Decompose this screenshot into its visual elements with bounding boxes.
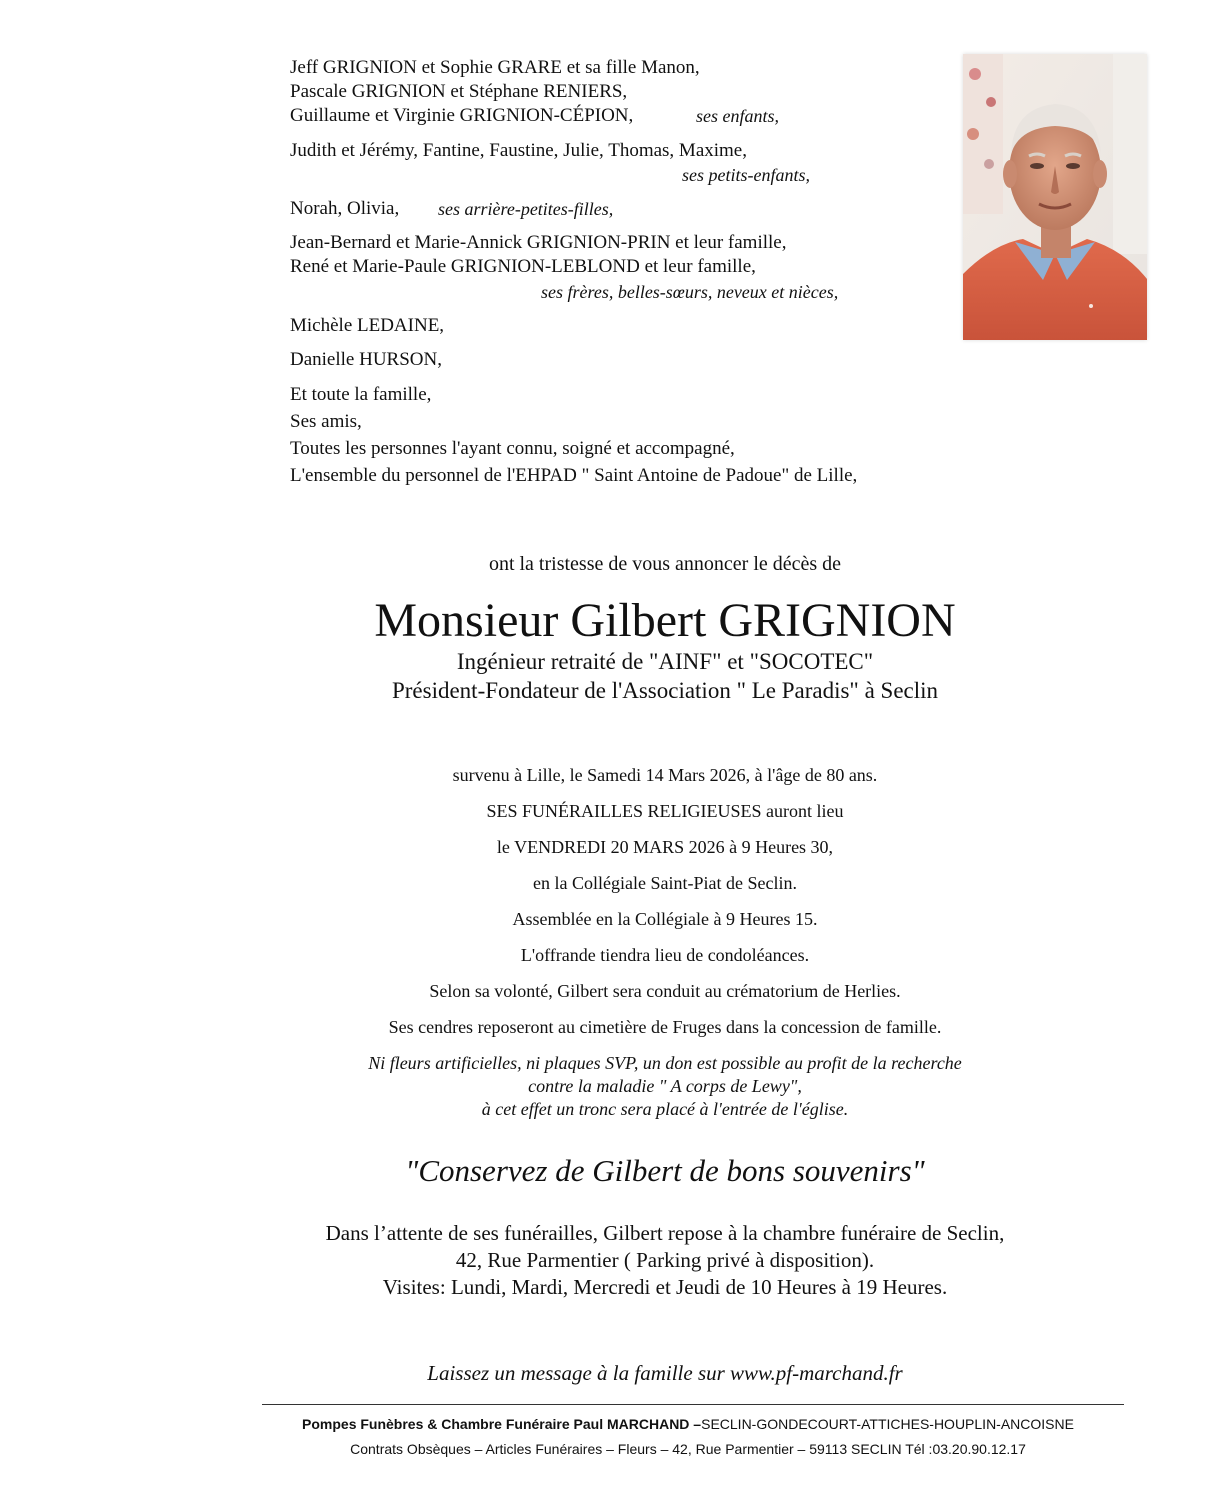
- message-family: Laissez un message à la famille sur www.pf-marchand.fr: [427, 1361, 903, 1385]
- family-children-role: ses enfants,: [696, 106, 779, 126]
- family-other-2: Danielle HURSON,: [290, 349, 442, 370]
- family-closing-line-4: L'ensemble du personnel de l'EHPAD " Saint Antoine de Padoue" de Lille,: [290, 465, 858, 486]
- detail-line-7: Selon sa volonté, Gilbert sera conduit au crématorium de Herlies.: [429, 981, 901, 1001]
- detail-line-8: Ses cendres reposeront au cimetière de Fruges dans la concession de famille.: [388, 1017, 942, 1037]
- detail-line-6: L'offrande tiendra lieu de condoléances.: [520, 945, 810, 965]
- family-great-grandchildren-line: Norah, Olivia,: [290, 198, 400, 219]
- note-line-2: contre la maladie " A corps de Lewy",: [528, 1076, 802, 1096]
- memorial-quote: "Conservez de Gilbert de bons souvenirs": [405, 1153, 925, 1188]
- detail-line-5: Assemblée en la Collégiale à 9 Heures 15.: [512, 909, 818, 929]
- family-grandchildren-line: Judith et Jérémy, Fantine, Faustine, Julie, Thomas, Maxime,: [290, 140, 747, 161]
- deceased-name: Monsieur Gilbert GRIGNION: [374, 594, 956, 647]
- footer-divider: [262, 1404, 1124, 1405]
- wait-line-1: Dans l’attente de ses funérailles, Gilbert repose à la chambre funéraire de Seclin,: [325, 1221, 1005, 1245]
- deceased-title-2: Président-Fondateur de l'Association " Le Paradis" à Seclin: [391, 678, 939, 703]
- detail-line-4: en la Collégiale Saint-Piat de Seclin.: [533, 873, 797, 893]
- detail-line-3: le VENDREDI 20 MARS 2026 à 9 Heures 30,: [496, 837, 834, 857]
- detail-line-1: survenu à Lille, le Samedi 14 Mars 2026, à l'âge de 80 ans.: [452, 765, 878, 785]
- family-children-line-3: Guillaume et Virginie GRIGNION-CÉPION,: [290, 105, 634, 126]
- footer-locations: SECLIN-GONDECOURT-ATTICHES-HOUPLIN-ANCOISNE: [701, 1416, 1074, 1432]
- family-children-line-1: Jeff GRIGNION et Sophie GRARE et sa fille Manon,: [290, 57, 700, 78]
- family-other-1: Michèle LEDAINE,: [290, 315, 445, 336]
- wait-line-2: 42, Rue Parmentier ( Parking privé à disposition).: [455, 1248, 875, 1272]
- announcement-intro: ont la tristesse de vous annoncer le décès de: [488, 553, 842, 575]
- footer-services: Contrats Obsèques – Articles Funéraires – Fleurs – 42, Rue Parmentier – 59113 SECLIN Tél :03.20.90.12.17: [350, 1441, 1026, 1457]
- family-closing-line-1: Et toute la famille,: [290, 384, 432, 405]
- family-closing-line-2: Ses amis,: [290, 411, 362, 432]
- footer-company-line: [0, 1416, 1214, 1432]
- portrait-photo: [963, 54, 1147, 340]
- family-closing-line-3: Toutes les personnes l'ayant connu, soigné et accompagné,: [290, 438, 735, 459]
- detail-line-2: SES FUNÉRAILLES RELIGIEUSES auront lieu: [486, 801, 844, 821]
- note-line-3: à cet effet un tronc sera placé à l'entrée de l'église.: [481, 1099, 849, 1119]
- family-siblings-line-2: René et Marie-Paule GRIGNION-LEBLOND et leur famille,: [290, 256, 756, 277]
- deceased-title-1: Ingénieur retraité de "AINF" et "SOCOTEC": [456, 649, 874, 674]
- footer-company: Pompes Funèbres & Chambre Funéraire Paul MARCHAND –: [302, 1416, 702, 1432]
- family-great-grandchildren-role: ses arrière-petites-filles,: [438, 199, 614, 219]
- family-grandchildren-role: ses petits-enfants,: [682, 165, 810, 185]
- family-siblings-line-1: Jean-Bernard et Marie-Annick GRIGNION-PRIN et leur famille,: [290, 232, 787, 253]
- wait-line-3: Visites: Lundi, Mardi, Mercredi et Jeudi de 10 Heures à 19 Heures.: [382, 1275, 948, 1299]
- family-children-line-2: Pascale GRIGNION et Stéphane RENIERS,: [290, 81, 628, 102]
- family-siblings-role: ses frères, belles-sœurs, neveux et nièces,: [541, 282, 839, 302]
- note-line-1: Ni fleurs artificielles, ni plaques SVP, un don est possible au profit de la recherche: [368, 1053, 962, 1073]
